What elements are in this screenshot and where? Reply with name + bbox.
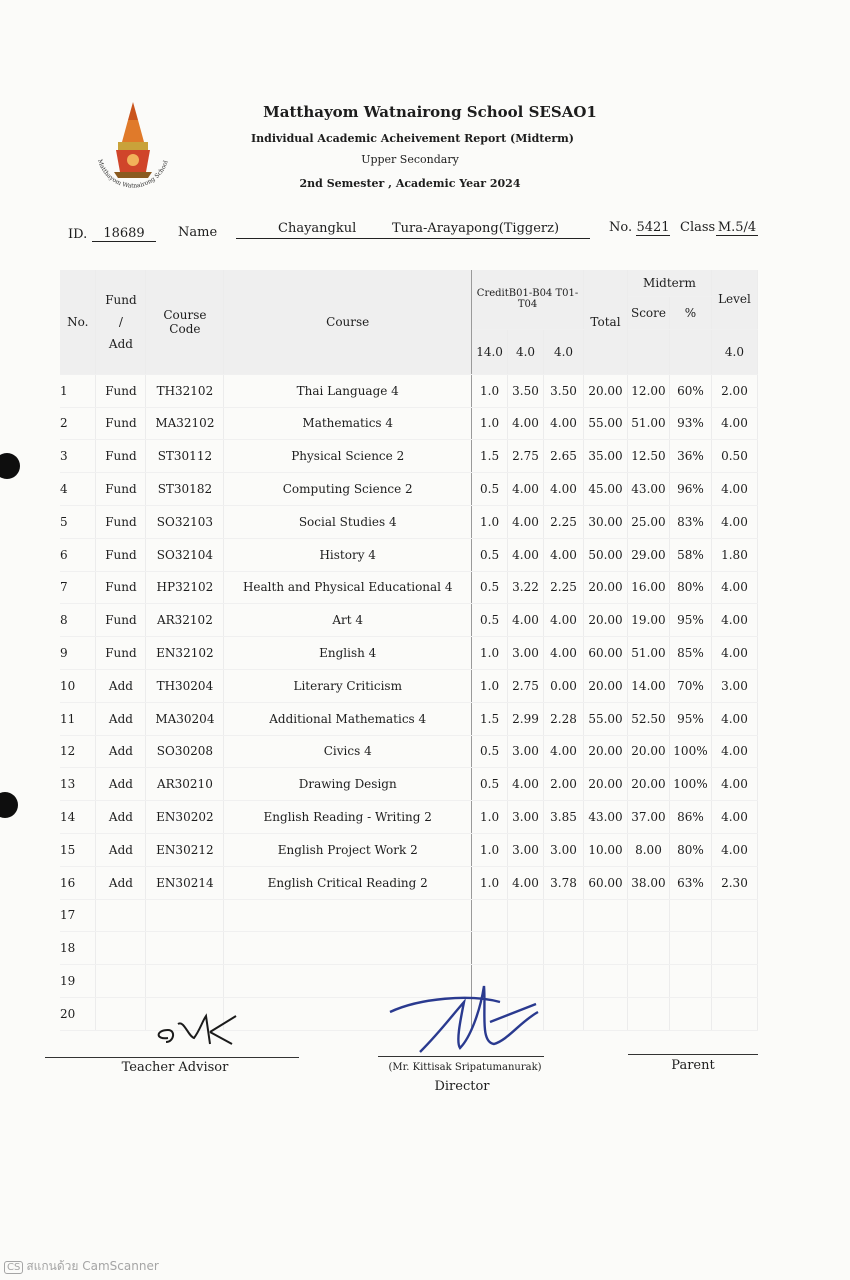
header-course: Course [224,270,472,374]
row-no: 4 [60,473,96,506]
row-course-name: Civics 4 [224,735,472,768]
row-credit [472,932,508,965]
row-t-score: 3.00 [544,833,584,866]
row-level: 4.00 [711,407,757,440]
row-percent [669,899,711,932]
name-label: Name [178,225,218,240]
row-percent: 86% [669,801,711,834]
director-name: (Mr. Kittisak Sripatumanurak) [388,1062,542,1073]
row-percent: 36% [669,440,711,473]
row-b-score: 4.00 [508,473,544,506]
table-row [60,440,758,473]
table-row [60,801,758,834]
row-type [96,997,146,1030]
header-max-level: 4.0 [711,329,757,374]
row-course-name [224,899,472,932]
header-score-blank [627,329,669,374]
row-course-name: Physical Science 2 [224,440,472,473]
row-score: 25.00 [627,505,669,538]
row-total: 20.00 [584,374,628,407]
row-course-code [146,899,224,932]
row-course-name: Thai Language 4 [224,374,472,407]
row-no: 12 [60,735,96,768]
table-row [60,538,758,571]
row-type: Fund [96,538,146,571]
row-t-score: 4.00 [544,407,584,440]
row-score: 19.00 [627,604,669,637]
row-course-code: EN30214 [146,866,224,899]
student-class: M.5/4 [717,220,757,235]
row-total: 60.00 [584,637,628,670]
row-b-score: 4.00 [508,768,544,801]
row-total: 20.00 [584,604,628,637]
row-level: 4.00 [711,637,757,670]
row-score: 12.50 [627,440,669,473]
row-t-score: 2.28 [544,702,584,735]
row-total: 20.00 [584,768,628,801]
row-t-score: 4.00 [544,538,584,571]
grade-table [60,270,758,1031]
row-total: 20.00 [584,735,628,768]
row-credit [472,899,508,932]
row-credit: 1.0 [472,801,508,834]
row-total: 10.00 [584,833,628,866]
row-type: Add [96,801,146,834]
row-level: 4.00 [711,473,757,506]
row-score: 12.00 [627,374,669,407]
row-percent: 85% [669,637,711,670]
row-t-score: 4.00 [544,735,584,768]
row-b-score: 2.75 [508,440,544,473]
header-percent: % [669,297,711,330]
row-t-score: 2.00 [544,768,584,801]
row-b-score: 2.99 [508,702,544,735]
row-credit: 1.0 [472,637,508,670]
row-t-score: 3.50 [544,374,584,407]
row-course-name: English 4 [224,637,472,670]
header-level: Level [711,270,757,329]
row-b-score: 3.00 [508,637,544,670]
row-percent: 80% [669,833,711,866]
header-score: Score [627,297,669,330]
row-score: 38.00 [627,866,669,899]
row-no: 17 [60,899,96,932]
row-credit: 1.0 [472,866,508,899]
row-percent: 63% [669,866,711,899]
header-add-label: Add [108,336,133,351]
parent-label: Parent [671,1058,715,1073]
row-total: 55.00 [584,407,628,440]
row-level: 4.00 [711,571,757,604]
row-score: 20.00 [627,735,669,768]
camscanner-watermark [4,1257,159,1276]
row-type: Add [96,669,146,702]
row-no: 20 [60,997,96,1030]
header-slash: / [118,314,123,329]
row-level: 4.00 [711,735,757,768]
header-max-b: 4.0 [508,329,544,374]
row-percent: 83% [669,505,711,538]
row-no: 3 [60,440,96,473]
table-row [60,702,758,735]
row-t-score: 4.00 [544,473,584,506]
row-t-score: 4.00 [544,604,584,637]
row-type: Fund [96,407,146,440]
row-level [711,997,757,1030]
table-row [60,669,758,702]
row-t-score: 3.78 [544,866,584,899]
row-score: 16.00 [627,571,669,604]
row-no: 2 [60,407,96,440]
row-course-name [224,932,472,965]
id-label: ID. [68,227,88,242]
row-credit: 0.5 [472,735,508,768]
row-type: Fund [96,440,146,473]
parent-signature-line [628,1054,758,1055]
row-no: 9 [60,637,96,670]
row-level: 4.00 [711,801,757,834]
row-course-name: History 4 [224,538,472,571]
table-row [60,932,758,965]
header-fund-label: Fund [105,292,137,307]
row-course-code: EN30202 [146,801,224,834]
row-b-score: 4.00 [508,505,544,538]
row-score: 51.00 [627,407,669,440]
row-course-code: ST30182 [146,473,224,506]
row-level: 4.00 [711,702,757,735]
row-course-name: Health and Physical Educational 4 [224,571,472,604]
row-percent [669,997,711,1030]
row-no: 15 [60,833,96,866]
teacher-signature [150,1010,240,1055]
row-course-code: EN30212 [146,833,224,866]
student-first-name: Chayangkul [278,221,357,236]
row-total [584,899,628,932]
row-type: Fund [96,637,146,670]
row-total [584,997,628,1030]
row-t-score: 0.00 [544,669,584,702]
row-credit: 1.0 [472,407,508,440]
table-row [60,833,758,866]
row-no: 14 [60,801,96,834]
header-max-credit: 14.0 [472,329,508,374]
row-score [627,997,669,1030]
row-b-score: 4.00 [508,604,544,637]
row-course-code [146,932,224,965]
row-percent: 100% [669,768,711,801]
row-level: 3.00 [711,669,757,702]
row-percent: 100% [669,735,711,768]
row-level: 4.00 [711,768,757,801]
row-b-score: 2.75 [508,669,544,702]
row-credit: 1.0 [472,669,508,702]
table-row [60,637,758,670]
row-percent: 95% [669,604,711,637]
table-row [60,604,758,637]
row-course-code: MA30204 [146,702,224,735]
row-credit: 1.5 [472,702,508,735]
row-course-name: English Reading - Writing 2 [224,801,472,834]
row-no: 5 [60,505,96,538]
row-total [584,932,628,965]
row-course-code: TH32102 [146,374,224,407]
row-course-code: EN32102 [146,637,224,670]
row-type: Fund [96,505,146,538]
report-title: Individual Academic Acheivement Report (Midterm) [251,132,574,145]
row-type: Add [96,833,146,866]
school-name: Matthayom Watnairong School SESAO1 [263,103,597,121]
row-b-score: 4.00 [508,538,544,571]
class-label: Class [680,220,716,235]
row-course-name: Drawing Design [224,768,472,801]
row-percent: 60% [669,374,711,407]
row-credit: 0.5 [472,473,508,506]
row-total: 20.00 [584,669,628,702]
table-row [60,768,758,801]
student-no: 5421 [636,220,670,235]
row-score: 37.00 [627,801,669,834]
row-b-score: 4.00 [508,866,544,899]
row-b-score: 4.00 [508,407,544,440]
row-no: 13 [60,768,96,801]
table-row [60,735,758,768]
row-t-score: 2.25 [544,505,584,538]
row-level [711,899,757,932]
row-t-score: 2.65 [544,440,584,473]
director-signature-line [378,1056,544,1057]
header-fund-add [96,270,146,374]
row-total: 35.00 [584,440,628,473]
row-percent: 95% [669,702,711,735]
header-row [60,270,758,297]
header-course-code: Course Code [146,270,224,374]
row-course-code [146,965,224,998]
row-type [96,932,146,965]
row-level: 1.80 [711,538,757,571]
row-no: 1 [60,374,96,407]
row-score: 14.00 [627,669,669,702]
row-b-score [508,899,544,932]
row-course-code: SO32104 [146,538,224,571]
punch-hole-bottom [0,792,18,818]
row-b-score: 3.00 [508,833,544,866]
row-total: 50.00 [584,538,628,571]
row-no: 8 [60,604,96,637]
row-total [584,965,628,998]
row-b-score: 3.22 [508,571,544,604]
row-course-name: Literary Criticism [224,669,472,702]
table-row [60,571,758,604]
row-course-code: ST30112 [146,440,224,473]
header-total: Total [584,270,628,374]
row-total: 55.00 [584,702,628,735]
header-percent-blank [669,329,711,374]
row-course-code: SO32103 [146,505,224,538]
student-last-name: Tura-Arayapong(Tiggerz) [392,221,560,236]
row-type: Fund [96,374,146,407]
row-course-name: English Project Work 2 [224,833,472,866]
punch-hole-top [0,453,20,479]
row-total: 30.00 [584,505,628,538]
row-t-score: 2.25 [544,571,584,604]
row-percent: 58% [669,538,711,571]
row-credit: 1.5 [472,440,508,473]
teacher-signature-line [45,1057,299,1058]
camscanner-badge: CS [4,1261,23,1274]
row-credit: 0.5 [472,604,508,637]
row-course-name: English Critical Reading 2 [224,866,472,899]
row-b-score: 3.50 [508,374,544,407]
row-no: 11 [60,702,96,735]
crest-arc-text: Matthayom Watnairong School [95,158,170,190]
row-level: 2.30 [711,866,757,899]
header-max-t: 4.0 [544,329,584,374]
row-type [96,965,146,998]
row-level: 4.00 [711,833,757,866]
student-id: 18689 [92,226,156,242]
row-no: 19 [60,965,96,998]
row-no: 10 [60,669,96,702]
row-level: 4.00 [711,604,757,637]
row-score [627,965,669,998]
header-credit-group: CreditB01-B04 T01-T04 [472,270,584,329]
row-percent [669,932,711,965]
row-percent: 80% [669,571,711,604]
row-course-name: Social Studies 4 [224,505,472,538]
row-course-code: AR30210 [146,768,224,801]
row-score [627,932,669,965]
table-row [60,407,758,440]
row-course-name: Art 4 [224,604,472,637]
report-semester: 2nd Semester , Academic Year 2024 [299,177,521,190]
table-row [60,505,758,538]
row-b-score [508,932,544,965]
row-score: 20.00 [627,768,669,801]
row-score: 29.00 [627,538,669,571]
row-course-name: Mathematics 4 [224,407,472,440]
row-course-code: SO30208 [146,735,224,768]
row-no: 18 [60,932,96,965]
row-type: Add [96,735,146,768]
row-course-code: MA32102 [146,407,224,440]
row-level: 4.00 [711,505,757,538]
director-signature [380,982,550,1062]
row-total: 60.00 [584,866,628,899]
row-course-code: HP32102 [146,571,224,604]
row-percent: 96% [669,473,711,506]
row-percent [669,965,711,998]
row-t-score: 3.85 [544,801,584,834]
row-b-score: 3.00 [508,801,544,834]
row-type: Add [96,768,146,801]
row-credit: 1.0 [472,374,508,407]
row-t-score [544,899,584,932]
row-no: 7 [60,571,96,604]
row-type: Fund [96,571,146,604]
row-type: Add [96,702,146,735]
row-type: Add [96,866,146,899]
row-level [711,932,757,965]
row-t-score [544,932,584,965]
row-type: Fund [96,604,146,637]
school-crest-icon [88,98,178,198]
row-score: 52.50 [627,702,669,735]
row-credit: 1.0 [472,833,508,866]
director-label: Director [434,1079,490,1094]
row-type [96,899,146,932]
row-course-code: AR32102 [146,604,224,637]
row-percent: 93% [669,407,711,440]
header-midterm: Midterm [627,270,711,297]
table-row [60,899,758,932]
row-score [627,899,669,932]
row-credit: 0.5 [472,768,508,801]
row-credit: 1.0 [472,505,508,538]
row-score: 51.00 [627,637,669,670]
table-row [60,374,758,407]
row-score: 8.00 [627,833,669,866]
row-t-score: 4.00 [544,637,584,670]
row-no: 16 [60,866,96,899]
row-course-name: Additional Mathematics 4 [224,702,472,735]
row-credit: 0.5 [472,571,508,604]
no-label: No. [609,220,633,235]
row-type: Fund [96,473,146,506]
row-total: 45.00 [584,473,628,506]
row-level: 2.00 [711,374,757,407]
row-total: 43.00 [584,801,628,834]
row-percent: 70% [669,669,711,702]
row-score: 43.00 [627,473,669,506]
report-level: Upper Secondary [361,153,459,166]
row-b-score: 3.00 [508,735,544,768]
teacher-advisor-label: Teacher Advisor [121,1060,229,1075]
camscanner-text: สแกนด้วย CamScanner [26,1259,159,1273]
table-row [60,866,758,899]
row-total: 20.00 [584,571,628,604]
row-no: 6 [60,538,96,571]
row-course-code: TH30204 [146,669,224,702]
header-no: No. [60,270,96,374]
row-credit: 0.5 [472,538,508,571]
row-level [711,965,757,998]
row-level: 0.50 [711,440,757,473]
row-course-name: Computing Science 2 [224,473,472,506]
table-row [60,473,758,506]
